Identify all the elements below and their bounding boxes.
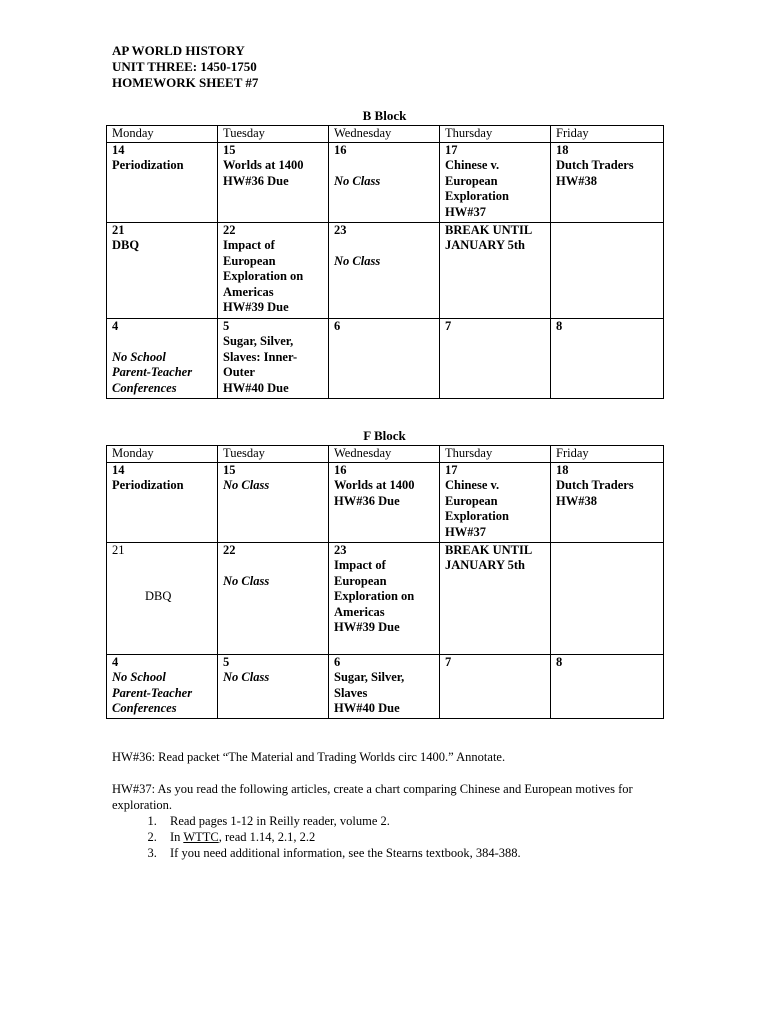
date-number: 18 [556, 142, 569, 157]
hw37-reading-list [112, 813, 652, 861]
date-number: 14 [112, 142, 125, 157]
calendar-cell [218, 222, 329, 318]
calendar-week-row [107, 222, 664, 318]
day-header-friday: Friday [551, 446, 664, 463]
calendar-cell [218, 654, 329, 718]
calendar-cell [440, 462, 551, 542]
calendar-cell [107, 142, 218, 222]
calendar-cell [440, 654, 551, 718]
day-header-thursday: Thursday [440, 126, 551, 143]
calendar-cell [218, 542, 329, 654]
calendar-cell [440, 222, 551, 318]
course-title: AP WORLD HISTORY [112, 43, 245, 58]
date-number: 22 [223, 542, 236, 557]
date-number: 23 [334, 222, 347, 237]
calendar-cell [551, 318, 664, 398]
calendar-cell [107, 654, 218, 718]
no-school-note: Parent-Teacher [112, 685, 193, 700]
date-number: 15 [223, 142, 236, 157]
calendar-header-row [107, 126, 664, 143]
no-class-note: No Class [334, 173, 381, 188]
break-note: JANUARY 5th [445, 238, 525, 252]
topic-line: Americas [334, 604, 385, 619]
date-number: 8 [556, 654, 563, 669]
b-block-calendar [106, 125, 664, 399]
day-header-tuesday: Tuesday [218, 126, 329, 143]
calendar-cell [218, 142, 329, 222]
homework-due: HW#39 Due [334, 620, 400, 634]
list-item: 3. If you need additional information, see the Stearns textbook, 384-388. [160, 845, 652, 861]
date-number: 6 [334, 654, 341, 669]
calendar-cell [551, 462, 664, 542]
date-number: 16 [334, 142, 347, 157]
day-header-wednesday: Wednesday [329, 126, 440, 143]
calendar-week-row [107, 542, 664, 654]
date-number: 17 [445, 142, 458, 157]
calendar-cell [329, 318, 440, 398]
date-number: 8 [556, 318, 563, 333]
topic-text: Worlds at 1400 [334, 478, 415, 492]
list-item-text: , read 1.14, 2.1, 2.2 [218, 830, 316, 844]
homework-due: HW#36 Due [223, 173, 289, 188]
day-header-tuesday: Tuesday [218, 446, 329, 463]
topic-line: European [334, 573, 387, 588]
calendar-cell [440, 318, 551, 398]
date-number: 16 [334, 462, 347, 477]
homework-due: HW#40 Due [334, 701, 400, 715]
topic-line: Exploration [445, 509, 509, 523]
sheet-title: HOMEWORK SHEET #7 [112, 75, 259, 90]
homework-notes [112, 749, 652, 861]
topic-line: Chinese v. [445, 158, 500, 172]
topic-line: Exploration on [223, 269, 304, 283]
no-class-note: No Class [334, 253, 381, 268]
topic-text: DBQ [145, 589, 172, 603]
no-school-note: Parent-Teacher [112, 365, 193, 379]
topic-line: European [223, 253, 276, 268]
calendar-cell [218, 318, 329, 398]
no-class-note: No Class [223, 573, 270, 588]
calendar-cell [329, 542, 440, 654]
day-header-thursday: Thursday [440, 446, 551, 463]
calendar-week-row [107, 142, 664, 222]
calendar-cell [107, 318, 218, 398]
hw36-instructions: HW#36: Read packet “The Material and Trading Worlds circ 1400.” Annotate. [112, 750, 506, 764]
day-header-wednesday: Wednesday [329, 446, 440, 463]
topic-text: Dutch Traders [556, 158, 634, 172]
calendar-cell [107, 222, 218, 318]
calendar-cell [329, 142, 440, 222]
calendar-cell [107, 462, 218, 542]
f-block-calendar [106, 445, 664, 719]
date-number: 21 [112, 542, 125, 557]
calendar-week-row [107, 654, 664, 718]
break-note: BREAK UNTIL [445, 542, 533, 557]
unit-title: UNIT THREE: 1450-1750 [112, 59, 257, 74]
topic-line: Sugar, Silver, [223, 334, 294, 348]
topic-line: Exploration on [334, 589, 415, 603]
calendar-cell [218, 462, 329, 542]
homework-due: HW#36 Due [334, 493, 400, 508]
topic-line: Outer [223, 365, 255, 379]
topic-line: Impact of [223, 238, 275, 252]
list-item [160, 829, 652, 845]
calendar-cell [551, 542, 664, 654]
date-number: 7 [445, 654, 452, 669]
homework-due: HW#39 Due [223, 300, 289, 314]
no-school-note: Conferences [112, 380, 177, 395]
date-number: 21 [112, 222, 125, 237]
homework-due: HW#40 Due [223, 380, 289, 395]
homework-due: HW#37 [445, 204, 486, 219]
topic-line: Americas [223, 284, 274, 299]
calendar-cell [551, 222, 664, 318]
date-number: 15 [223, 462, 236, 477]
day-header-friday: Friday [551, 126, 664, 143]
date-number: 14 [112, 462, 125, 477]
list-item: 1. Read pages 1-12 in Reilly reader, volume 2. [160, 813, 652, 829]
calendar-cell [440, 542, 551, 654]
topic-line: Exploration [445, 189, 509, 203]
no-class-note: No Class [223, 670, 270, 684]
day-header-monday: Monday [107, 126, 218, 143]
calendar-header-row [107, 446, 664, 463]
date-number: 5 [223, 654, 230, 669]
homework-due: HW#38 [556, 493, 597, 508]
homework-due: HW#38 [556, 173, 597, 188]
date-number: 4 [112, 654, 119, 669]
date-number: 17 [445, 462, 458, 477]
date-number: 23 [334, 542, 347, 557]
date-number: 22 [223, 222, 236, 237]
date-number: 6 [334, 318, 341, 333]
topic-text: Worlds at 1400 [223, 158, 304, 172]
topic-text: DBQ [112, 238, 140, 252]
no-school-note: No School [112, 349, 166, 364]
break-note: BREAK UNTIL [445, 222, 533, 237]
topic-text: Periodization [112, 478, 184, 492]
f-block-title: F Block [363, 428, 406, 443]
calendar-week-row [107, 318, 664, 398]
topic-line: Impact of [334, 558, 386, 572]
date-number: 7 [445, 318, 452, 333]
date-number: 5 [223, 318, 230, 333]
calendar-cell [440, 142, 551, 222]
date-number: 18 [556, 462, 569, 477]
no-school-note: Conferences [112, 701, 177, 715]
topic-line: Slaves [334, 685, 368, 700]
calendar-cell [329, 222, 440, 318]
hw37-instructions: HW#37: As you read the following articles, create a chart comparing Chinese and European motives for exploration. [112, 782, 633, 812]
topic-text: Dutch Traders [556, 478, 634, 492]
date-number: 4 [112, 318, 119, 333]
calendar-cell [329, 462, 440, 542]
topic-line: European [445, 173, 498, 188]
list-item-text: In [170, 830, 184, 844]
day-header-monday: Monday [107, 446, 218, 463]
calendar-cell [107, 542, 218, 654]
calendar-cell [551, 654, 664, 718]
break-note: JANUARY 5th [445, 558, 525, 572]
no-class-note: No Class [223, 478, 270, 492]
b-block-title: B Block [362, 108, 407, 123]
calendar-cell [551, 142, 664, 222]
topic-line: Sugar, Silver, [334, 670, 405, 684]
topic-text: Periodization [112, 158, 184, 172]
topic-line: Slaves: Inner- [223, 349, 298, 364]
wttc-reference: WTTC [183, 830, 219, 844]
homework-due: HW#37 [445, 524, 486, 539]
topic-line: Chinese v. [445, 478, 500, 492]
calendar-cell [329, 654, 440, 718]
document-header [112, 43, 258, 91]
calendar-week-row [107, 462, 664, 542]
no-school-note: No School [112, 670, 166, 684]
topic-line: European [445, 493, 498, 508]
